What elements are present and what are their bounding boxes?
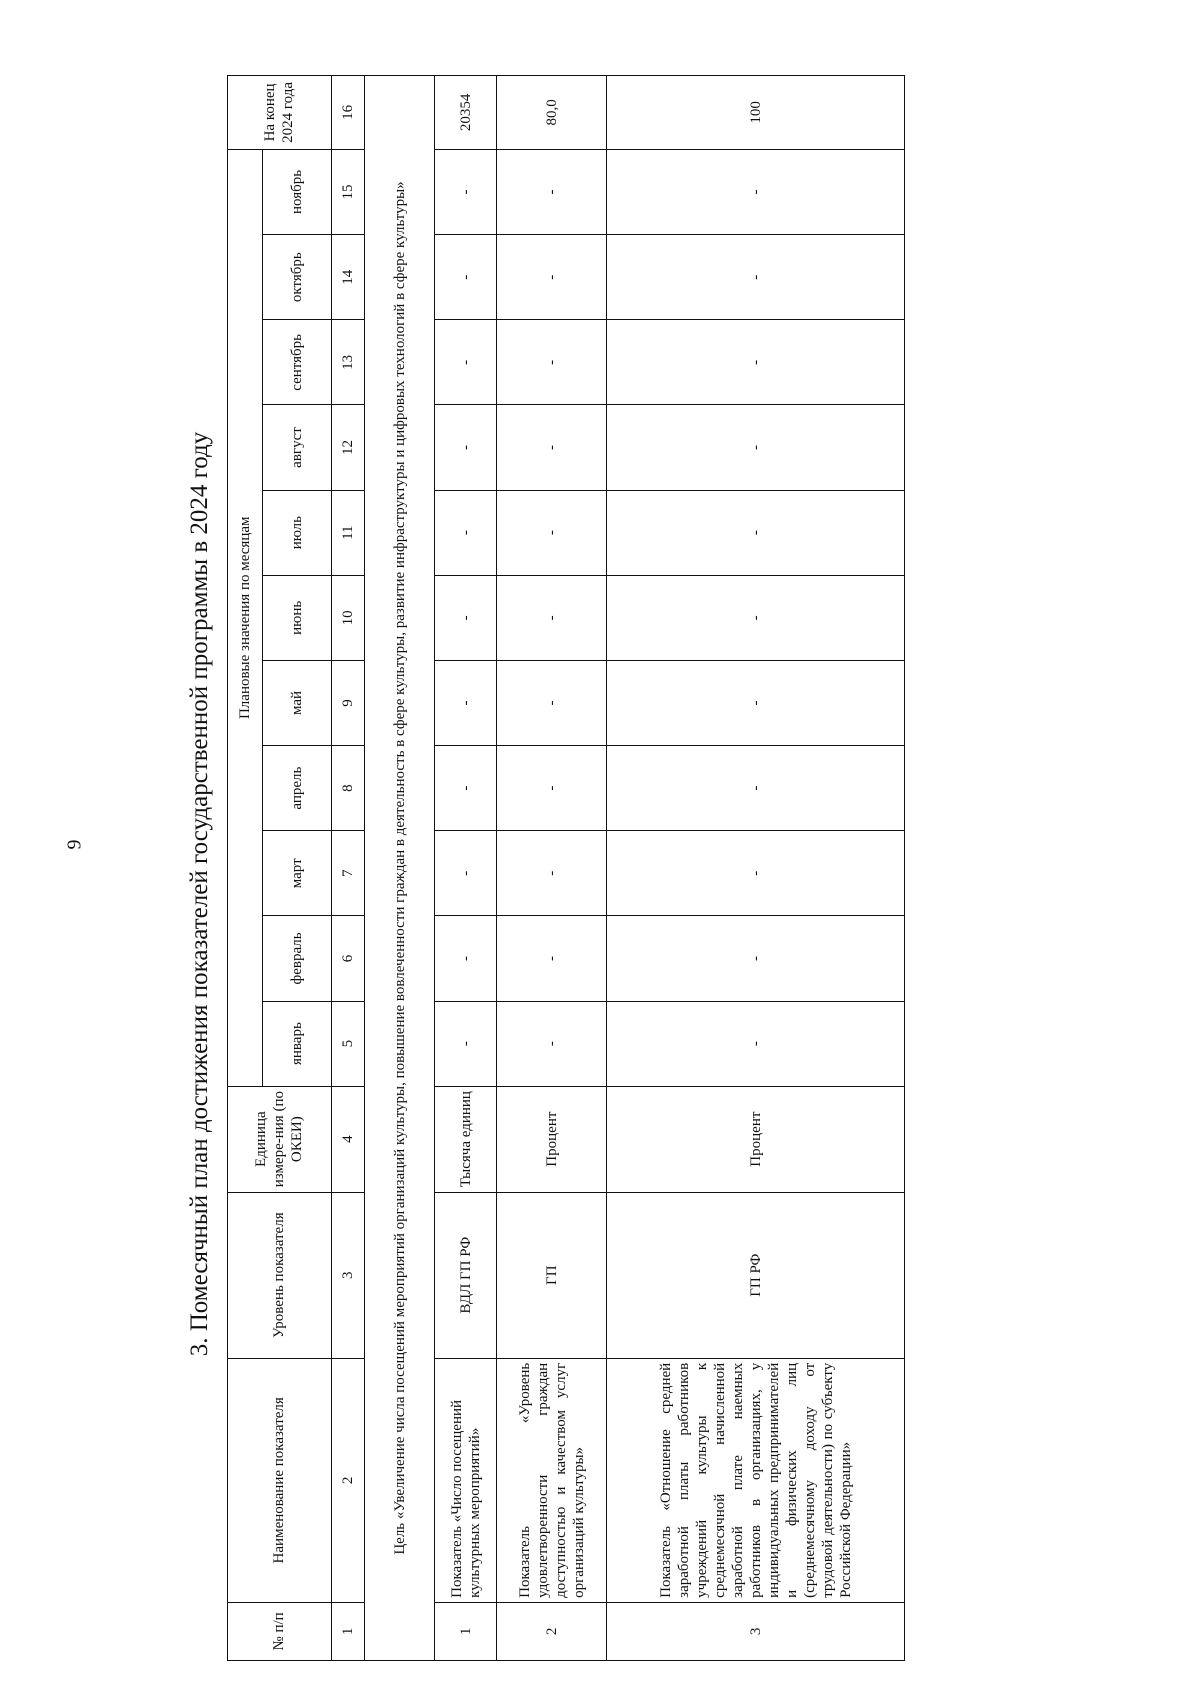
header-monthly-group: Плановые значения по месяцам — [228, 149, 263, 1086]
row-num: 3 — [607, 1602, 905, 1660]
month-value: - — [435, 746, 497, 831]
header-month: апрель — [263, 746, 331, 831]
column-number: 1 — [331, 1602, 364, 1660]
column-number: 14 — [331, 235, 364, 320]
month-value: - — [497, 320, 607, 405]
row-num: 2 — [497, 1602, 607, 1660]
column-number: 16 — [331, 76, 364, 150]
indicator-unit: Тысяча единиц — [435, 1086, 497, 1192]
goal-text: Цель «Увеличение числа посещений мероприятий организаций культуры, повышение вовлеченности граждан в деятельность в сфере культуры, развитие инфраструктуры и цифровых технологий в сфере культуры» — [364, 76, 435, 1661]
month-value: - — [497, 746, 607, 831]
month-value: - — [607, 235, 905, 320]
indicator-level: ВДЛ ГП РФ — [435, 1192, 497, 1358]
month-value: - — [607, 490, 905, 575]
month-value: - — [497, 149, 607, 234]
document-table-rotated — [227, 75, 905, 1661]
header-year-end: На конец 2024 года — [228, 76, 332, 150]
goal-row — [364, 76, 435, 1661]
indicator-level: ГП РФ — [607, 1192, 905, 1358]
month-value: - — [607, 660, 905, 745]
indicator-unit: Процент — [607, 1086, 905, 1192]
month-value: - — [607, 831, 905, 916]
indicator-name: Показатель «Число посещений культурных мероприятий» — [435, 1358, 497, 1602]
month-value: - — [497, 916, 607, 1001]
header-month: июль — [263, 490, 331, 575]
year-end-value: 100 — [607, 76, 905, 150]
column-number: 2 — [331, 1358, 364, 1602]
column-number: 13 — [331, 320, 364, 405]
month-value: - — [435, 490, 497, 575]
header-num: № п/п — [228, 1602, 332, 1660]
column-number: 8 — [331, 746, 364, 831]
column-number: 7 — [331, 831, 364, 916]
header-month: октябрь — [263, 235, 331, 320]
header-month: август — [263, 405, 331, 490]
column-number: 3 — [331, 1192, 364, 1358]
month-value: - — [607, 1001, 905, 1086]
month-value: - — [497, 575, 607, 660]
header-level: Уровень показателя — [228, 1192, 332, 1358]
month-value: - — [497, 831, 607, 916]
month-value: - — [607, 405, 905, 490]
column-number: 9 — [331, 660, 364, 745]
table-row — [435, 76, 497, 1661]
column-number-row — [331, 76, 364, 1661]
header-row-1 — [228, 76, 263, 1661]
table-row — [497, 76, 607, 1661]
indicator-name: Показатель «Уровень удовлетворенности граждан доступностью и качеством услуг организаций культуры» — [497, 1358, 607, 1602]
month-value: - — [435, 320, 497, 405]
month-value: - — [435, 1001, 497, 1086]
column-number: 5 — [331, 1001, 364, 1086]
table-row — [607, 76, 905, 1661]
indicator-level: ГП — [497, 1192, 607, 1358]
month-value: - — [497, 660, 607, 745]
header-month: ноябрь — [263, 149, 331, 234]
header-unit: Единица измере-ния (по ОКЕИ) — [228, 1086, 332, 1192]
month-value: - — [435, 575, 497, 660]
row-num: 1 — [435, 1602, 497, 1660]
column-number: 4 — [331, 1086, 364, 1192]
page-title: 3. Помесячный план достижения показателей государственной программы в 2024 году — [186, 431, 213, 1357]
header-month: январь — [263, 1001, 331, 1086]
month-value: - — [607, 320, 905, 405]
header-month: март — [263, 831, 331, 916]
month-value: - — [435, 149, 497, 234]
indicator-unit: Процент — [497, 1086, 607, 1192]
column-number: 12 — [331, 405, 364, 490]
header-month: сентябрь — [263, 320, 331, 405]
month-value: - — [497, 405, 607, 490]
column-number: 6 — [331, 916, 364, 1001]
column-number: 11 — [331, 490, 364, 575]
month-value: - — [435, 831, 497, 916]
month-value: - — [607, 746, 905, 831]
month-value: - — [497, 490, 607, 575]
year-end-value: 20354 — [435, 76, 497, 150]
month-value: - — [435, 405, 497, 490]
header-name: Наименование показателя — [228, 1358, 332, 1602]
page-number: 9 — [63, 839, 86, 850]
indicator-name: Показатель «Отношение средней заработной платы работников учреждений культуры к среднемесячной начисленной заработной плате наемных работников в организациях, у индивидуальных предпринимателей и физических лиц (среднемесячному доходу от трудовой деятельности) по субъекту Российской Федерации» — [607, 1358, 905, 1602]
month-value: - — [607, 575, 905, 660]
month-value: - — [497, 1001, 607, 1086]
month-value: - — [497, 235, 607, 320]
header-month: май — [263, 660, 331, 745]
year-end-value: 80,0 — [497, 76, 607, 150]
month-value: - — [435, 916, 497, 1001]
column-number: 15 — [331, 149, 364, 234]
month-value: - — [435, 660, 497, 745]
month-value: - — [607, 149, 905, 234]
header-month: февраль — [263, 916, 331, 1001]
month-value: - — [435, 235, 497, 320]
column-number: 10 — [331, 575, 364, 660]
indicators-table — [227, 75, 905, 1661]
month-value: - — [607, 916, 905, 1001]
header-month: июнь — [263, 575, 331, 660]
